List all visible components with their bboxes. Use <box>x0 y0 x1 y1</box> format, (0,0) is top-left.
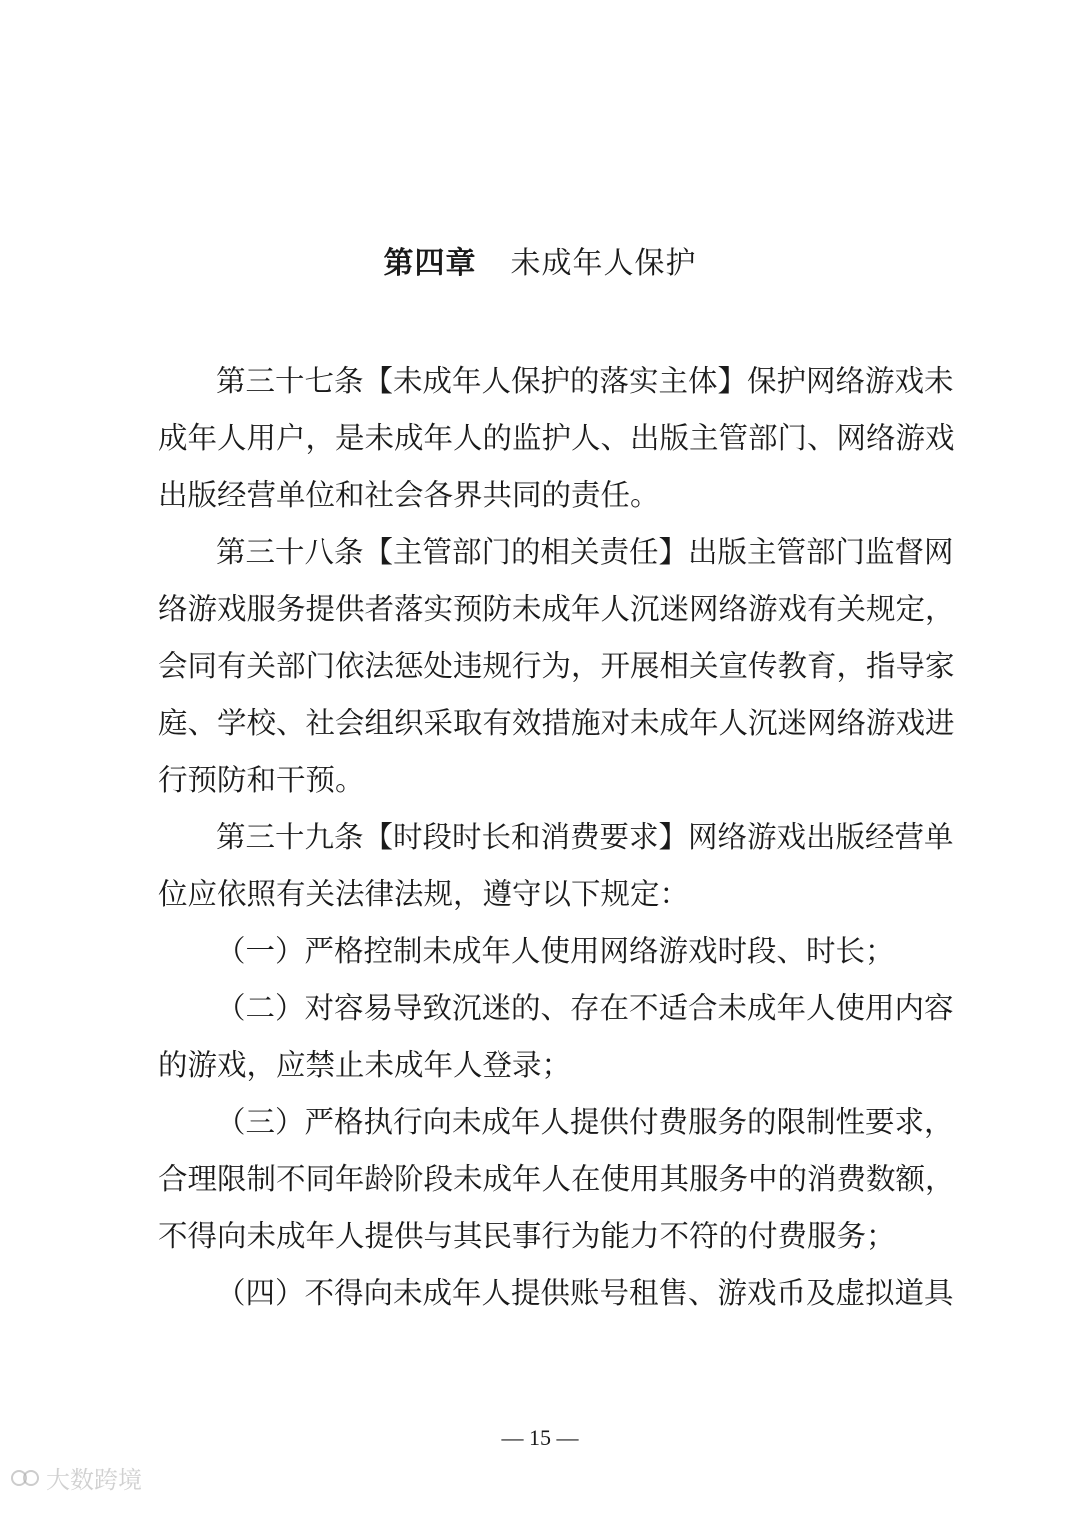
paragraph-line: 第三十九条【时段时长和消费要求】网络游戏出版经营单 <box>216 820 954 854</box>
paragraph-line: 庭、学校、社会组织采取有效措施对未成年人沉迷网络游戏进 <box>158 706 955 740</box>
list-item-line: （三）严格执行向未成年人提供付费服务的限制性要求， <box>216 1105 954 1139</box>
watermark <box>10 1460 142 1495</box>
page-number: — 15 — <box>501 1425 579 1450</box>
paragraph-line: 第三十八条【主管部门的相关责任】出版主管部门监督网 <box>216 535 954 569</box>
chapter-name: 未成年人保护 <box>510 246 697 281</box>
watermark-text: 大数跨境 <box>46 1466 142 1494</box>
watermark-logo-icon <box>10 1466 40 1490</box>
list-item-line: 的游戏，应禁止未成年人登录； <box>158 1048 572 1082</box>
paragraph-line: 成年人用户，是未成年人的监护人、出版主管部门、网络游戏 <box>158 421 955 455</box>
chapter-title <box>0 242 1080 286</box>
list-item-line: （四）不得向未成年人提供账号租售、游戏币及虚拟道具 <box>216 1276 954 1310</box>
paragraph-line: 位应依照有关法律法规，遵守以下规定： <box>158 877 690 911</box>
list-item-line: 合理限制不同年龄阶段未成年人在使用其服务中的消费数额， <box>158 1162 955 1196</box>
chapter-number: 第四章 <box>383 246 477 281</box>
paragraph-line: 第三十七条【未成年人保护的落实主体】保护网络游戏未 <box>216 364 954 398</box>
paragraph-line: 络游戏服务提供者落实预防未成年人沉迷网络游戏有关规定， <box>158 592 955 626</box>
paragraph-line: 会同有关部门依法惩处违规行为，开展相关宣传教育，指导家 <box>158 649 955 683</box>
list-item-line: （二）对容易导致沉迷的、存在不适合未成年人使用内容 <box>216 991 954 1025</box>
list-item-line: （一）严格控制未成年人使用网络游戏时段、时长； <box>216 934 895 968</box>
paragraph-line: 行预防和干预。 <box>158 763 365 797</box>
paragraph-line: 出版经营单位和社会各界共同的责任。 <box>158 478 660 512</box>
list-item-line: 不得向未成年人提供与其民事行为能力不符的付费服务； <box>158 1219 896 1253</box>
